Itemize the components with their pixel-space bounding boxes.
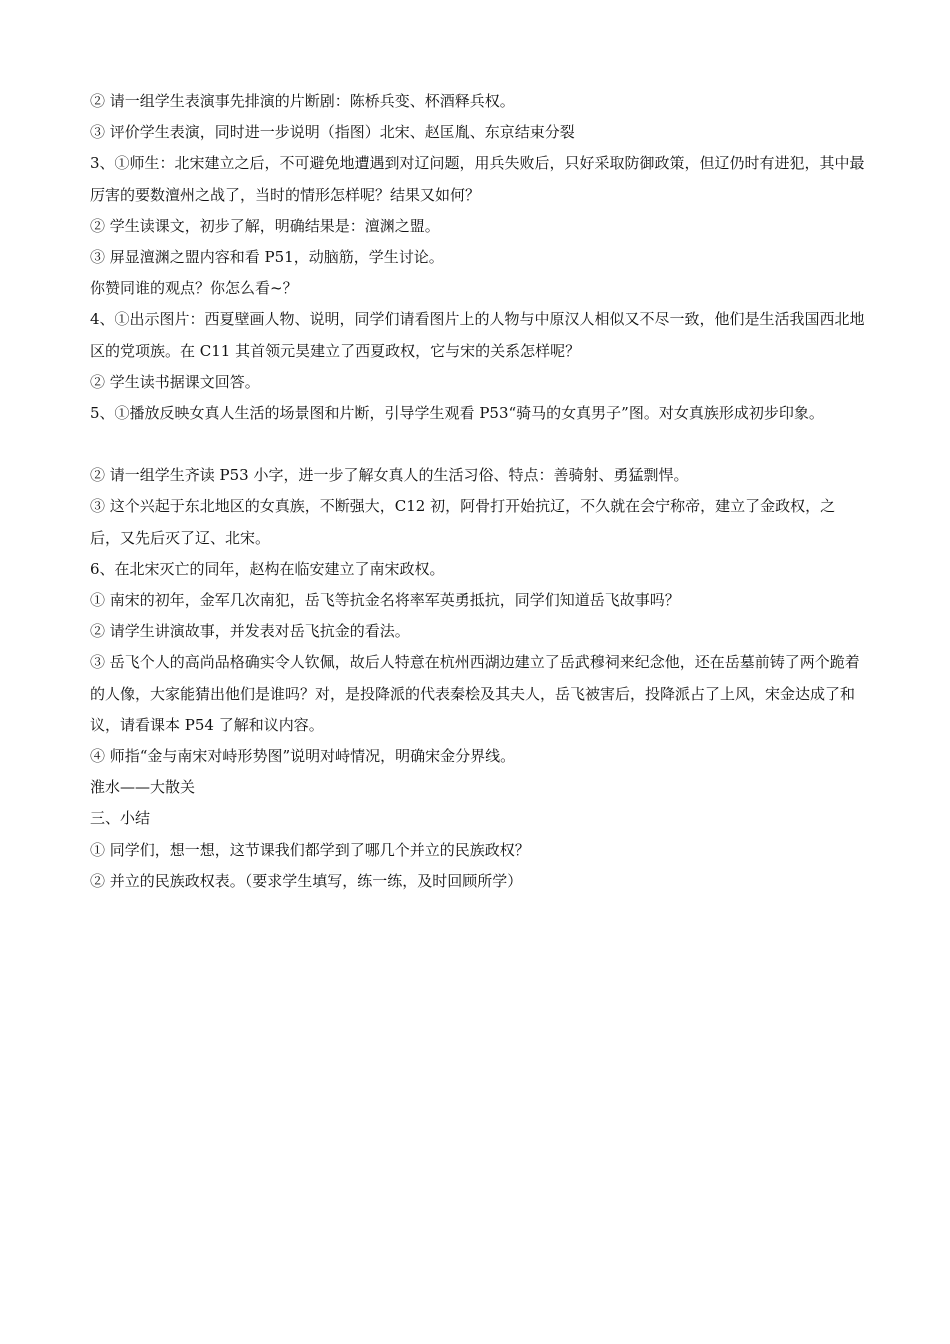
text-line: ① 南宋的初年，金军几次南犯，岳飞等抗金名将率军英勇抵抗，同学们知道岳飞故事吗？	[90, 591, 680, 610]
text-line: ② 学生读课文，初步了解，明确结果是：澶渊之盟。	[90, 216, 440, 235]
text-line: ② 请学生讲演故事，并发表对岳飞抗金的看法。	[90, 622, 410, 641]
text-line: ④ 师指“金与南宋对峙形势图”说明对峙情况，明确宋金分界线。	[90, 747, 516, 766]
text-line: ② 学生读书据课文回答。	[90, 372, 260, 391]
text-line: 你赞同谁的观点？你怎么看~？	[90, 279, 298, 298]
text-line: ③ 评价学生表演，同时进一步说明（指图）北宋、赵匡胤、东京结束分裂	[90, 123, 575, 142]
text-line: ③ 屏显澶渊之盟内容和看 P51，动脑筋，学生讨论。	[90, 247, 444, 266]
text-line: ② 并立的民族政权表。（要求学生填写，练一练，及时回顾所学）	[90, 871, 523, 890]
text-line: ② 请一组学生齐读 P53 小字，进一步了解女真人的生活习俗、特点：善骑射、勇猛剽悍。	[90, 466, 689, 485]
text-line: 6、在北宋灭亡的同年，赵构在临安建立了南宋政权。	[90, 559, 445, 578]
text-line: 淮水——大散关	[90, 778, 196, 797]
text-line: ② 请一组学生表演事先排演的片断剧：陈桥兵变、杯酒释兵权。	[90, 92, 515, 110]
text-paragraph: 3、①师生：北宋建立之后，不可避免地遭遇到对辽问题，用兵失败后，只好采取防御政策，但辽仍时有进犯，其中最厉害的要数澶州之战了，当时的情形怎样呢？结果又如何？	[90, 154, 865, 204]
document-body	[90, 86, 865, 897]
text-paragraph: ③ 岳飞个人的高尚品格确实令人钦佩，故后人特意在杭州西湖边建立了岳武穆祠来纪念他，还在岳墓前铸了两个跪着的人像，大家能猜出他们是谁吗？对，是投降派的代表秦桧及其夫人，岳飞被害后，投降派占了上风，宋金达成了和议，请看课本 P54 了解和议内容。	[90, 653, 860, 734]
text-paragraph: 5、①播放反映女真人生活的场景图和片断，引导学生观看 P53“骑马的女真男子”图。对女真族形成初步印象。	[90, 403, 824, 422]
text-line: ① 同学们，想一想，这节课我们都学到了哪几个并立的民族政权？	[90, 840, 530, 859]
section-heading: 三、小结	[90, 809, 151, 828]
text-paragraph: ③ 这个兴起于东北地区的女真族，不断强大，C12 初，阿骨打开始抗辽，不久就在会宁称帝，建立了金政权，之后，又先后灭了辽、北宋。	[90, 497, 836, 547]
text-paragraph: 4、①出示图片：西夏壁画人物、说明，同学们请看图片上的人物与中原汉人相似又不尽一致，他们是生活我国西北地区的党项族。在 C11 其首领元昊建立了西夏政权，它与宋的关系怎样呢？	[90, 310, 865, 360]
